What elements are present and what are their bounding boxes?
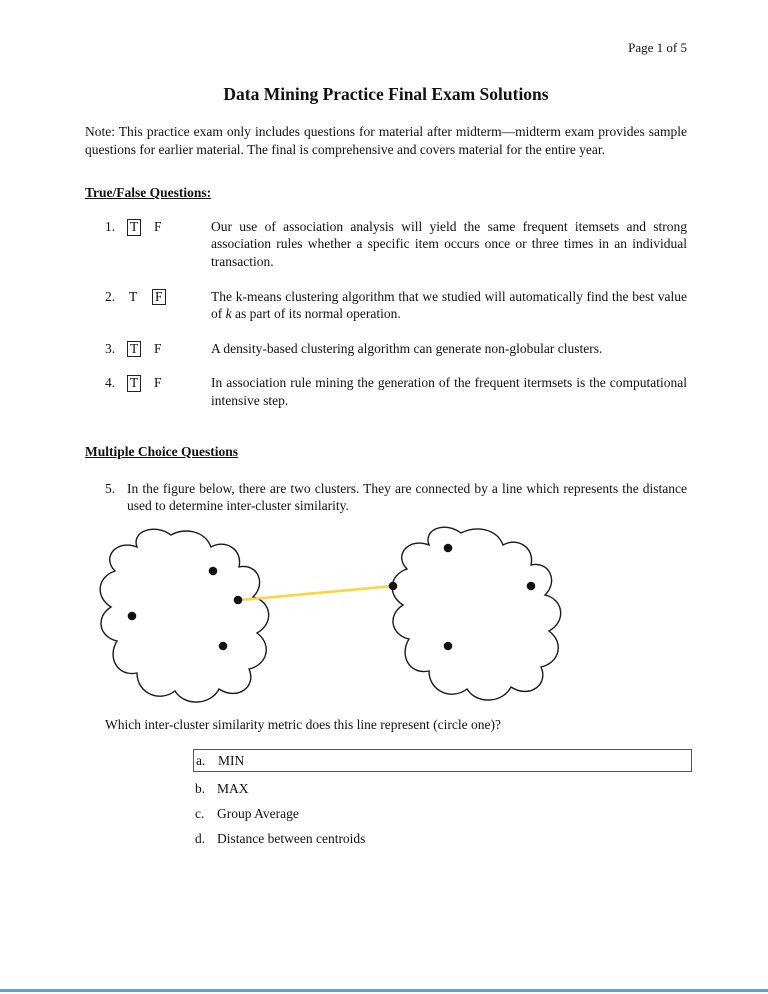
page-title: Data Mining Practice Final Exam Solutions <box>223 84 549 104</box>
question-number: 2. <box>105 288 116 304</box>
question-text: In the figure below, there are two clusters. They are connected by a line which represents the distance used to determine inter-cluster similarity. <box>127 480 687 514</box>
answer-false <box>152 374 211 409</box>
question-text-part: The k-means clustering algorithm that we studied will automatically find the best value of <box>211 288 687 322</box>
false-letter: F <box>154 375 162 391</box>
question-number: 1. <box>105 218 116 234</box>
option-letter: c. <box>195 805 205 821</box>
true-false-heading: True/False Questions: <box>85 184 212 200</box>
question-text <box>211 374 687 409</box>
cluster-figure <box>93 523 693 715</box>
left-cluster-outline <box>100 529 269 702</box>
option-label: Group Average <box>217 805 299 821</box>
note-paragraph: Note: This practice exam only includes questions for material after midterm—midterm exam provides sample questions for earlier material. The final is comprehensive and covers material for the entire year. <box>85 124 687 157</box>
true-letter: T <box>129 288 138 304</box>
cluster-point <box>527 581 536 590</box>
cluster-point <box>219 641 228 650</box>
question-number: 3. <box>105 340 116 356</box>
answer-false <box>152 288 211 323</box>
option-label: Distance between centroids <box>217 830 366 846</box>
true-letter: T <box>127 341 141 358</box>
option-letter: a. <box>196 752 206 768</box>
option-c <box>193 804 687 823</box>
similarity-prompt: Which inter-cluster similarity metric does this line represent (circle one)? <box>105 716 501 732</box>
false-letter: F <box>154 218 162 234</box>
right-cluster-outline <box>392 527 561 700</box>
option-letter: b. <box>195 780 206 796</box>
option-a <box>193 749 692 772</box>
answer-true <box>127 218 152 271</box>
answer-false <box>152 340 211 358</box>
question-text-part: as part of its normal operation. <box>231 306 401 322</box>
tf-question-2 <box>85 288 687 323</box>
bottom-divider <box>0 989 768 992</box>
false-letter: F <box>152 289 166 306</box>
page-indicator: Page 1 of 5 <box>628 40 687 55</box>
question-number: 5. <box>105 480 116 496</box>
option-label: MAX <box>217 780 249 796</box>
true-letter: T <box>127 375 141 392</box>
answer-true <box>127 340 152 358</box>
question-text <box>211 218 687 271</box>
inter-cluster-distance-line <box>241 586 393 600</box>
cluster-point <box>389 581 398 590</box>
tf-question-4 <box>85 374 687 409</box>
option-d <box>193 829 687 848</box>
answer-true <box>127 374 152 409</box>
cluster-point <box>128 611 137 620</box>
mc-question-5 <box>85 480 687 515</box>
answer-true <box>127 288 152 323</box>
options-list <box>193 749 687 848</box>
multiple-choice-heading: Multiple Choice Questions <box>85 443 239 459</box>
cluster-point <box>444 543 453 552</box>
question-text-part: Our use of association analysis will yield the same frequent itemsets and strong association rules whether a specific item occurs once or three times in an individual transaction. <box>211 218 687 269</box>
tf-question-3 <box>85 340 687 358</box>
true-letter: T <box>127 219 141 236</box>
question-number: 4. <box>105 375 116 391</box>
question-text-italic: k <box>225 306 232 322</box>
question-text-part: In association rule mining the generation of the frequent itermsets is the computational intensive step. <box>211 375 687 409</box>
clusters-figure-wrap <box>93 523 687 715</box>
cluster-point <box>234 595 243 604</box>
question-text-part: A density-based clustering algorithm can generate non-globular clusters. <box>211 340 603 356</box>
option-b <box>193 779 687 798</box>
option-letter: d. <box>195 830 206 846</box>
cluster-point <box>209 566 218 575</box>
cluster-point <box>444 641 453 650</box>
option-label: MIN <box>218 752 245 768</box>
answer-false <box>152 218 211 271</box>
question-text <box>211 340 687 358</box>
tf-question-1 <box>85 218 687 271</box>
question-text <box>211 288 687 323</box>
false-letter: F <box>154 340 162 356</box>
